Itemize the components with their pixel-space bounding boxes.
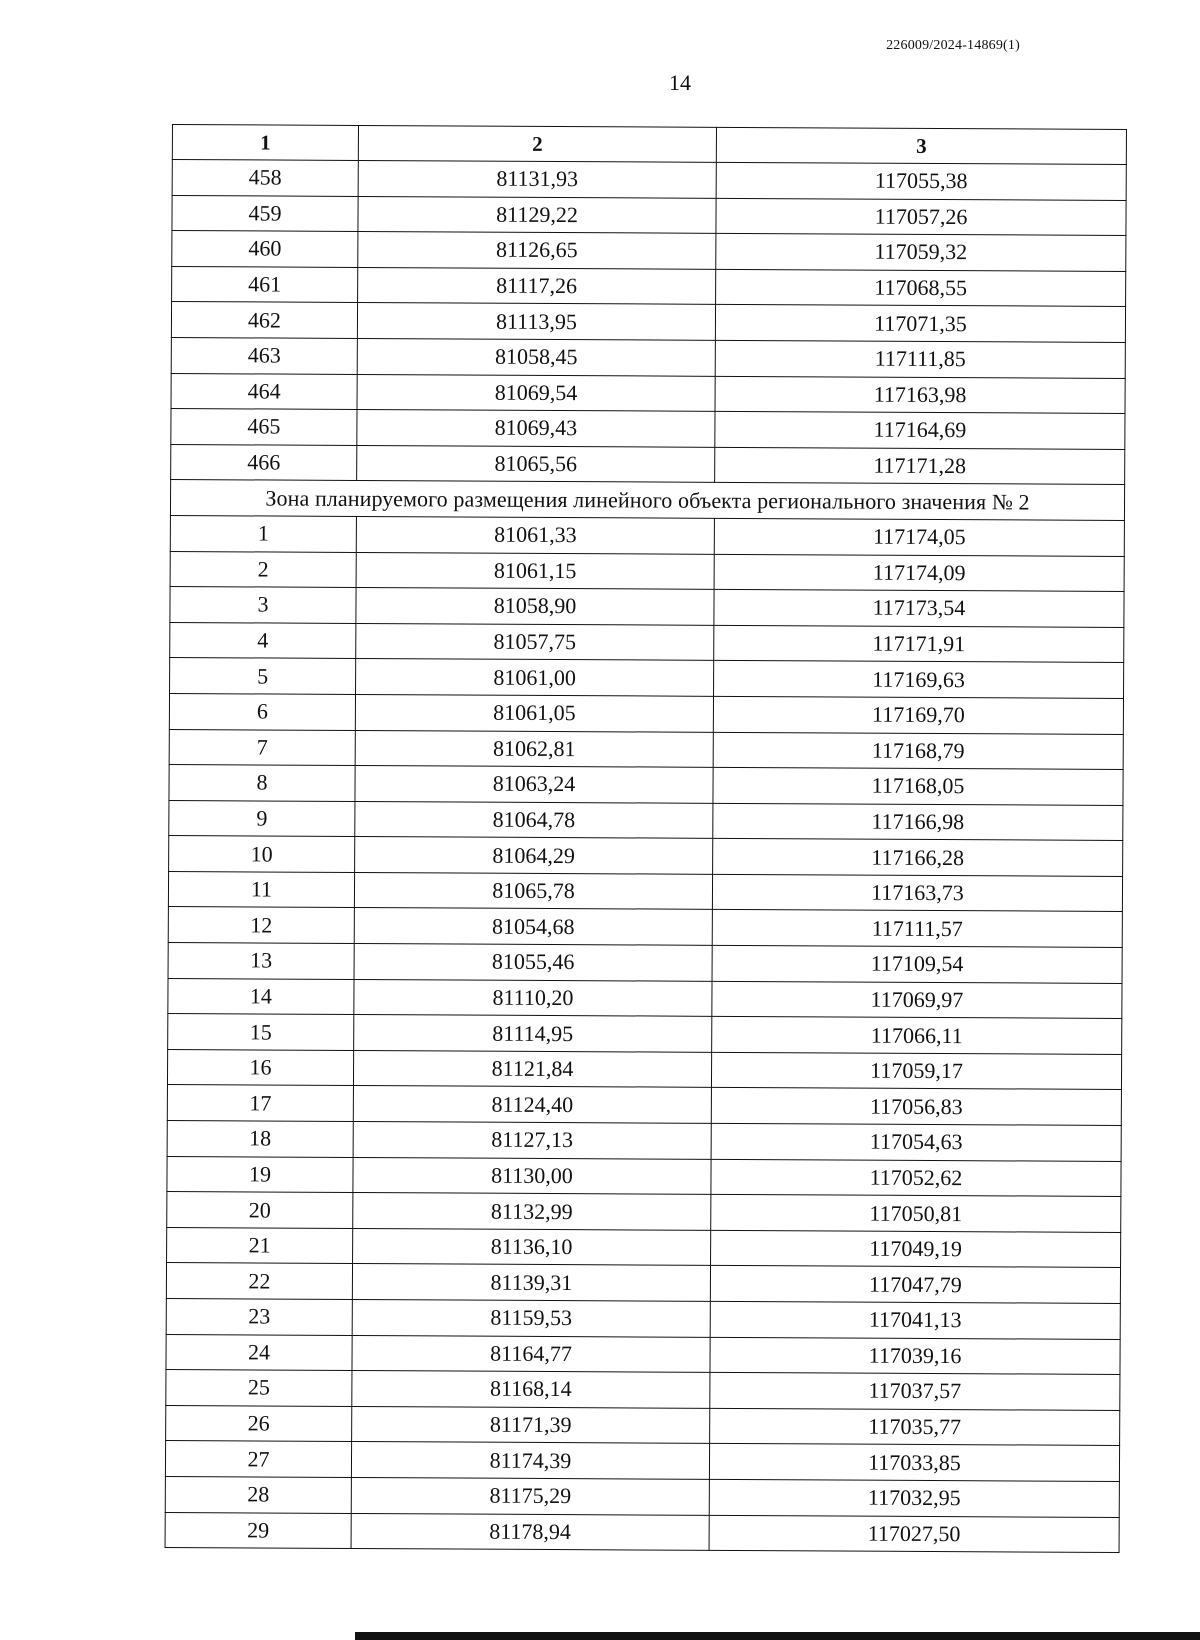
table-cell-col1: 13 — [168, 943, 354, 980]
table-row — [167, 1192, 1121, 1233]
table-row — [167, 1049, 1121, 1090]
table-cell-col2: 81064,29 — [355, 837, 713, 874]
table-cell-col2: 81061,00 — [356, 659, 714, 696]
table-cell-col2: 81159,53 — [352, 1299, 710, 1336]
header-row — [172, 125, 1126, 165]
table-cell-col2: 81065,56 — [357, 445, 715, 482]
table-cell-col3: 117111,57 — [712, 910, 1122, 948]
table-cell-col3: 117109,54 — [712, 945, 1122, 983]
table-cell-col2: 81054,68 — [354, 908, 712, 945]
table-cell-col2: 81065,78 — [354, 872, 712, 909]
section-row — [170, 480, 1124, 521]
table-cell-col3: 117055,38 — [716, 162, 1126, 200]
table-row — [171, 409, 1125, 450]
table-cell-col3: 117171,91 — [714, 625, 1124, 663]
table-row — [165, 1441, 1119, 1482]
table-cell-col1: 465 — [171, 409, 357, 446]
table-cell-col1: 8 — [169, 765, 355, 802]
table-row — [168, 1014, 1122, 1055]
table-cell-col1: 14 — [168, 978, 354, 1015]
table-row — [170, 658, 1124, 699]
table-cell-col3: 117054,63 — [711, 1123, 1121, 1161]
table-cell-col2: 81117,26 — [358, 267, 716, 304]
table-cell-col1: 7 — [169, 729, 355, 766]
table-row — [165, 1512, 1119, 1553]
table-row — [169, 836, 1123, 877]
table-cell-col3: 117166,28 — [713, 839, 1123, 877]
table-cell-col3: 117163,98 — [715, 376, 1125, 414]
table-cell-col1: 458 — [172, 160, 358, 197]
table-cell-col1: 12 — [168, 907, 354, 944]
document-id: 226009/2024-14869(1) — [886, 38, 1020, 53]
table-cell-col3: 117059,32 — [716, 234, 1126, 272]
table-cell-col2: 81127,13 — [353, 1121, 711, 1158]
table-row — [165, 1476, 1119, 1517]
table-cell-col2: 81057,75 — [356, 623, 714, 660]
table-cell-col1: 5 — [170, 658, 356, 695]
table-row — [166, 1405, 1120, 1446]
table-cell-col3: 117059,17 — [711, 1052, 1121, 1090]
table-cell-col3: 117169,70 — [713, 696, 1123, 734]
table-cell-col1: 23 — [166, 1298, 352, 1335]
table-cell-col2: 81114,95 — [354, 1015, 712, 1052]
table-row — [166, 1370, 1120, 1411]
table-body-bottom — [165, 515, 1124, 1552]
table-cell-col1: 21 — [167, 1227, 353, 1264]
table-cell-col3: 117071,35 — [715, 305, 1125, 343]
table-row — [170, 551, 1124, 592]
table-cell-col1: 6 — [169, 693, 355, 730]
table-cell-col2: 81058,90 — [356, 588, 714, 625]
table-cell-col3: 117049,19 — [711, 1230, 1121, 1268]
table-cell-col3: 117069,97 — [712, 981, 1122, 1019]
table-cell-col3: 117052,62 — [711, 1159, 1121, 1197]
table-row — [169, 729, 1123, 770]
table-row — [169, 765, 1123, 806]
table-row — [169, 800, 1123, 841]
table-cell-col1: 22 — [166, 1263, 352, 1300]
table-cell-col2: 81129,22 — [358, 196, 716, 233]
table-body-top — [171, 160, 1127, 485]
table-cell-col2: 81062,81 — [355, 730, 713, 767]
table-cell-col3: 117066,11 — [712, 1017, 1122, 1055]
table-cell-col3: 117111,85 — [715, 340, 1125, 378]
table-cell-col2: 81139,31 — [352, 1264, 710, 1301]
table-cell-col3: 117174,05 — [714, 518, 1124, 556]
table-cell-col2: 81061,15 — [356, 552, 714, 589]
table-row — [168, 871, 1122, 912]
table-cell-col1: 460 — [172, 231, 358, 268]
table-row — [167, 1121, 1121, 1162]
table-cell-col1: 9 — [169, 800, 355, 837]
table-cell-col2: 81171,39 — [352, 1406, 710, 1443]
table-cell-col1: 27 — [165, 1441, 351, 1478]
table-cell-col3: 117174,09 — [714, 554, 1124, 592]
table-cell-col3: 117041,13 — [710, 1301, 1120, 1339]
table-cell-col2: 81168,14 — [352, 1371, 710, 1408]
section-title: Зона планируемого размещения линейного объекта регионального значения № 2 — [170, 480, 1124, 521]
table-cell-col2: 81175,29 — [351, 1477, 709, 1514]
table-cell-col2: 81178,94 — [351, 1513, 709, 1550]
scan-edge-line — [355, 1632, 1200, 1640]
table-cell-col1: 2 — [170, 551, 356, 588]
table-cell-col1: 20 — [167, 1192, 353, 1229]
table-cell-col3: 117056,83 — [711, 1088, 1121, 1126]
table-cell-col2: 81136,10 — [353, 1228, 711, 1265]
page-number: 14 — [669, 70, 691, 95]
table-row — [171, 373, 1125, 414]
table-cell-col1: 17 — [167, 1085, 353, 1122]
table-cell-col1: 459 — [172, 195, 358, 232]
table-row — [169, 693, 1123, 734]
table-row — [168, 943, 1122, 984]
table-row — [167, 1227, 1121, 1268]
table-cell-col2: 81069,43 — [357, 410, 715, 447]
table-row — [167, 1156, 1121, 1197]
table-row — [170, 622, 1124, 663]
table-cell-col1: 16 — [167, 1049, 353, 1086]
column-header-2: 2 — [358, 125, 716, 162]
table-row — [171, 444, 1125, 485]
column-header-1: 1 — [172, 125, 358, 161]
table-row — [172, 160, 1126, 201]
table-row — [166, 1263, 1120, 1304]
table-cell-col1: 464 — [171, 373, 357, 410]
table-cell-col2: 81113,95 — [357, 303, 715, 340]
table-cell-col1: 28 — [165, 1476, 351, 1513]
table-cell-col3: 117047,79 — [710, 1266, 1120, 1304]
table-cell-col1: 19 — [167, 1156, 353, 1193]
table-cell-col1: 466 — [171, 444, 357, 481]
table-cell-col3: 117163,73 — [712, 874, 1122, 912]
table-cell-col1: 25 — [166, 1370, 352, 1407]
table-row — [168, 907, 1122, 948]
table-row — [172, 195, 1126, 236]
table-cell-col1: 463 — [171, 337, 357, 374]
coordinates-table — [165, 124, 1127, 1553]
table-cell-col3: 117057,26 — [716, 198, 1126, 236]
table-cell-col2: 81110,20 — [354, 979, 712, 1016]
table-cell-col2: 81063,24 — [355, 766, 713, 803]
table-row — [172, 231, 1126, 272]
table-cell-col2: 81126,65 — [358, 232, 716, 269]
table-cell-col2: 81061,05 — [355, 694, 713, 731]
table-header — [172, 125, 1126, 165]
table-cell-col2: 81121,84 — [353, 1050, 711, 1087]
table-cell-col3: 117068,55 — [716, 269, 1126, 307]
table-cell-col3: 117032,95 — [709, 1479, 1119, 1517]
table-cell-col3: 117168,05 — [713, 767, 1123, 805]
table-row — [166, 1298, 1120, 1339]
table-cell-col1: 4 — [170, 622, 356, 659]
column-header-3: 3 — [716, 127, 1126, 164]
table-cell-col2: 81132,99 — [353, 1193, 711, 1230]
table-cell-col1: 18 — [167, 1121, 353, 1158]
table-cell-col2: 81164,77 — [352, 1335, 710, 1372]
table-cell-col1: 15 — [168, 1014, 354, 1051]
table-cell-col1: 26 — [166, 1405, 352, 1442]
table-cell-col2: 81069,54 — [357, 374, 715, 411]
table-cell-col3: 117166,98 — [713, 803, 1123, 841]
table-cell-col2: 81055,46 — [354, 944, 712, 981]
table-cell-col1: 24 — [166, 1334, 352, 1371]
table-cell-col2: 81174,39 — [351, 1442, 709, 1479]
table-cell-col1: 1 — [170, 515, 356, 552]
section-block — [170, 480, 1124, 521]
table-cell-col3: 117168,79 — [713, 732, 1123, 770]
table-cell-col3: 117173,54 — [714, 589, 1124, 627]
table-row — [171, 302, 1125, 343]
table-row — [166, 1334, 1120, 1375]
table-cell-col2: 81124,40 — [353, 1086, 711, 1123]
table-cell-col3: 117171,28 — [715, 447, 1125, 485]
table-cell-col3: 117050,81 — [711, 1195, 1121, 1233]
table-cell-col1: 462 — [171, 302, 357, 339]
table-row — [170, 587, 1124, 628]
table-cell-col2: 81064,78 — [355, 801, 713, 838]
table-row — [171, 337, 1125, 378]
table-cell-col3: 117027,50 — [709, 1515, 1119, 1553]
table-cell-col1: 461 — [172, 266, 358, 303]
table-cell-col2: 81131,93 — [358, 160, 716, 197]
table-row — [168, 978, 1122, 1019]
table-cell-col2: 81130,00 — [353, 1157, 711, 1194]
table-cell-col1: 10 — [169, 836, 355, 873]
table-row — [170, 515, 1124, 556]
table-cell-col3: 117169,63 — [714, 661, 1124, 699]
table-cell-col3: 117039,16 — [710, 1337, 1120, 1375]
table-cell-col1: 29 — [165, 1512, 351, 1549]
table-row — [167, 1085, 1121, 1126]
table-cell-col1: 3 — [170, 587, 356, 624]
table-cell-col3: 117033,85 — [709, 1444, 1119, 1482]
table-cell-col2: 81061,33 — [356, 516, 714, 553]
table-cell-col3: 117037,57 — [710, 1373, 1120, 1411]
table-cell-col3: 117035,77 — [710, 1408, 1120, 1446]
table-cell-col3: 117164,69 — [715, 412, 1125, 450]
table-cell-col1: 11 — [168, 871, 354, 908]
table-cell-col2: 81058,45 — [357, 338, 715, 375]
table-row — [172, 266, 1126, 307]
